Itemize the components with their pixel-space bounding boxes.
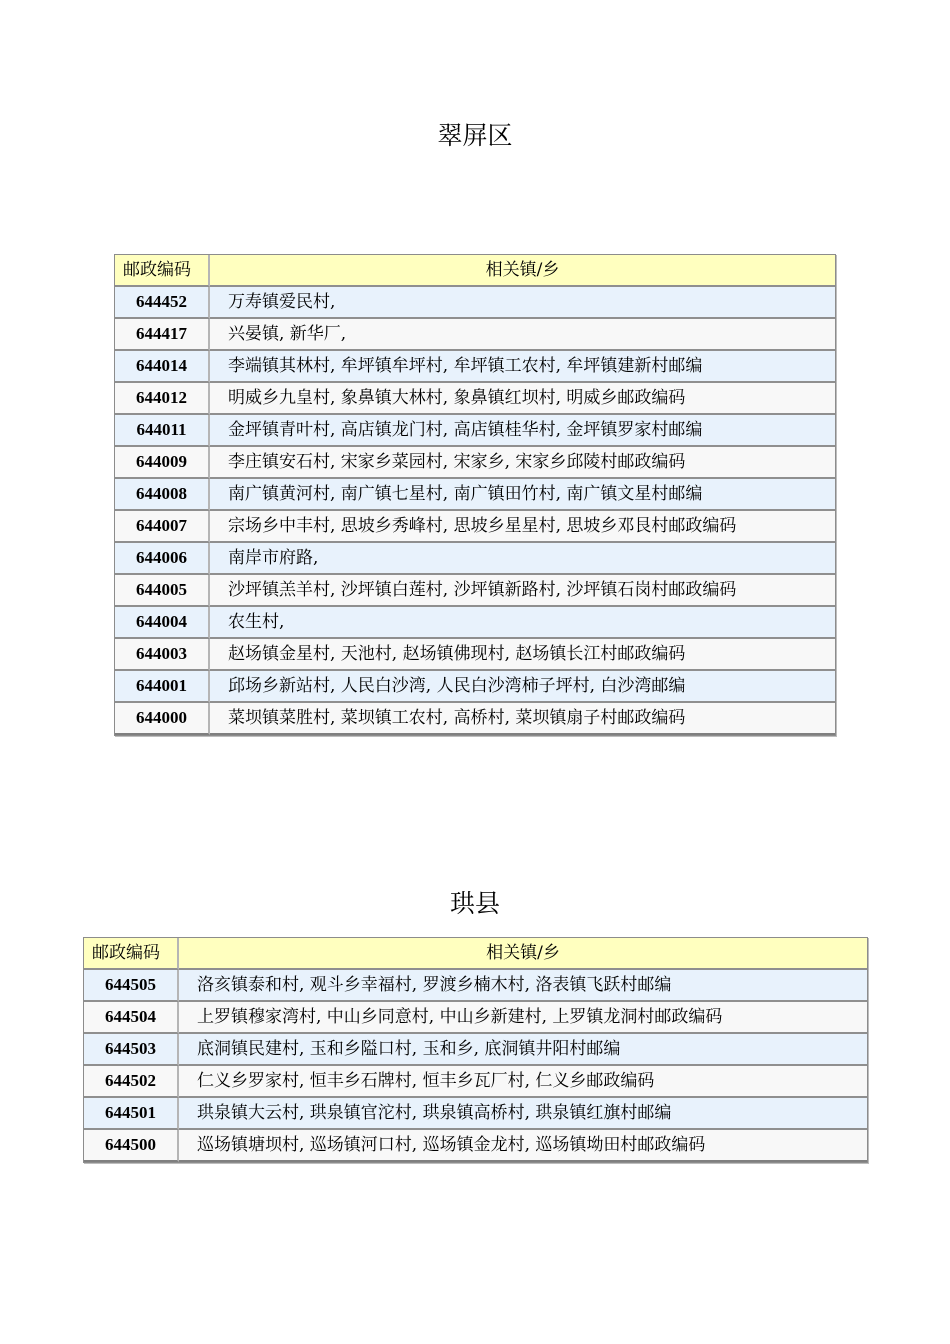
places-cell: 南广镇黄河村, 南广镇七星村, 南广镇田竹村, 南广镇文星村邮编 [210, 479, 835, 511]
zip-code-cell: 644011 [115, 415, 210, 447]
zip-code-cell: 644001 [115, 671, 210, 703]
zip-code-cell: 644000 [115, 703, 210, 735]
places-cell: 邱场乡新站村, 人民白沙湾, 人民白沙湾柿子坪村, 白沙湾邮编 [210, 671, 835, 703]
table-row [115, 287, 835, 319]
table-row [115, 607, 835, 639]
column-header-places: 相关镇/乡 [210, 255, 835, 287]
places-cell: 珙泉镇大云村, 珙泉镇官沱村, 珙泉镇高桥村, 珙泉镇红旗村邮编 [179, 1098, 867, 1130]
places-cell: 沙坪镇羔羊村, 沙坪镇白莲村, 沙坪镇新路村, 沙坪镇石岗村邮政编码 [210, 575, 835, 607]
zip-code-cell: 644501 [84, 1098, 179, 1130]
places-cell: 洛亥镇泰和村, 观斗乡幸福村, 罗渡乡楠木村, 洛表镇飞跃村邮编 [179, 970, 867, 1002]
places-cell: 李庄镇安石村, 宋家乡菜园村, 宋家乡, 宋家乡邱陵村邮政编码 [210, 447, 835, 479]
zip-code-cell: 644502 [84, 1066, 179, 1098]
table-row [115, 447, 835, 479]
zip-code-cell: 644003 [115, 639, 210, 671]
zip-code-cell: 644012 [115, 383, 210, 415]
table-row [84, 1034, 867, 1066]
places-cell: 兴晏镇, 新华厂, [210, 319, 835, 351]
column-header-places: 相关镇/乡 [179, 938, 867, 970]
zip-code-cell: 644006 [115, 543, 210, 575]
table-header-row [84, 938, 867, 970]
places-cell: 菜坝镇菜胜村, 菜坝镇工农村, 高桥村, 菜坝镇扇子村邮政编码 [210, 703, 835, 735]
places-cell: 农生村, [210, 607, 835, 639]
places-cell: 万寿镇爱民村, [210, 287, 835, 319]
table-row [115, 671, 835, 703]
zip-table-gongxian [83, 937, 868, 1163]
zip-code-cell: 644500 [84, 1130, 179, 1162]
table-row [84, 1066, 867, 1098]
places-cell: 巡场镇塘坝村, 巡场镇河口村, 巡场镇金龙村, 巡场镇坳田村邮政编码 [179, 1130, 867, 1162]
zip-table-cuiping [114, 254, 836, 736]
table-row [115, 575, 835, 607]
zip-code-cell: 644417 [115, 319, 210, 351]
table-header-row [115, 255, 835, 287]
places-cell: 李端镇其林村, 牟坪镇牟坪村, 牟坪镇工农村, 牟坪镇建新村邮编 [210, 351, 835, 383]
places-cell: 底洞镇民建村, 玉和乡隘口村, 玉和乡, 底洞镇井阳村邮编 [179, 1034, 867, 1066]
table-row [115, 479, 835, 511]
zip-code-cell: 644008 [115, 479, 210, 511]
section-title-gongxian: 珙县 [449, 889, 500, 918]
table-row [84, 1130, 867, 1162]
places-cell: 金坪镇青叶村, 高店镇龙门村, 高店镇桂华村, 金坪镇罗家村邮编 [210, 415, 835, 447]
table-row [84, 1098, 867, 1130]
places-cell: 宗场乡中丰村, 思坡乡秀峰村, 思坡乡星星村, 思坡乡邓艮村邮政编码 [210, 511, 835, 543]
table-row [84, 1002, 867, 1034]
places-cell: 上罗镇穆家湾村, 中山乡同意村, 中山乡新建村, 上罗镇龙洞村邮政编码 [179, 1002, 867, 1034]
table-row [115, 415, 835, 447]
zip-code-cell: 644452 [115, 287, 210, 319]
places-cell: 仁义乡罗家村, 恒丰乡石牌村, 恒丰乡瓦厂村, 仁义乡邮政编码 [179, 1066, 867, 1098]
zip-code-cell: 644009 [115, 447, 210, 479]
table-row [115, 383, 835, 415]
places-cell: 赵场镇金星村, 天池村, 赵场镇佛现村, 赵场镇长江村邮政编码 [210, 639, 835, 671]
table-row [115, 543, 835, 575]
zip-code-cell: 644005 [115, 575, 210, 607]
table-row [115, 703, 835, 735]
zip-code-cell: 644004 [115, 607, 210, 639]
zip-code-cell: 644503 [84, 1034, 179, 1066]
zip-code-cell: 644504 [84, 1002, 179, 1034]
places-cell: 明威乡九皇村, 象鼻镇大林村, 象鼻镇红坝村, 明威乡邮政编码 [210, 383, 835, 415]
table-row [84, 970, 867, 1002]
places-cell: 南岸市府路, [210, 543, 835, 575]
column-header-code: 邮政编码 [115, 255, 210, 287]
table-row [115, 511, 835, 543]
zip-code-cell: 644505 [84, 970, 179, 1002]
zip-code-cell: 644007 [115, 511, 210, 543]
section-title-cuiping: 翠屏区 [437, 121, 513, 150]
table-row [115, 351, 835, 383]
table-row [115, 639, 835, 671]
column-header-code: 邮政编码 [84, 938, 179, 970]
table-row [115, 319, 835, 351]
zip-code-cell: 644014 [115, 351, 210, 383]
